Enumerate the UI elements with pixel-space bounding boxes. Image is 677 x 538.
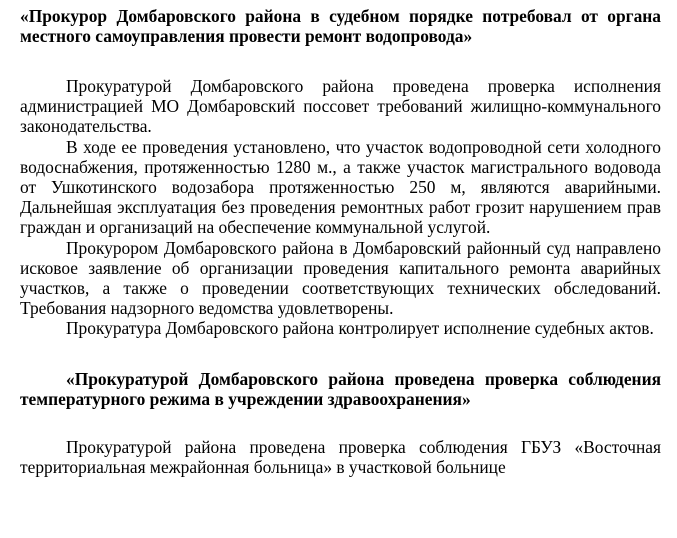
document-page	[20, 6, 661, 477]
article-1-title: «Прокурор Домбаровского района в судебном порядке потребовал от органа местного самоуправления провести ремонт водопровода»	[20, 6, 661, 46]
spacer	[20, 46, 661, 76]
article-2-title: «Прокуратурой Домбаровского района проведена проверка соблюдения температурного режима в учреждении здравоохранения»	[20, 368, 661, 409]
article-2-paragraph-1: Прокуратурой района проведена проверка соблюдения ГБУЗ «Восточная территориальная межрайонная больница» в участковой больнице	[20, 436, 661, 477]
article-1-paragraph-1: Прокуратурой Домбаровского района проведена проверка исполнения администрацией МО Домбаровский поссовет требований жилищно-коммунального законодательства.	[20, 76, 661, 137]
article-1-paragraph-3: Прокурором Домбаровского района в Домбаровский районный суд направлено исковое заявление об организации проведения капитального ремонта аварийных участков, а также о проведении соответствующих технических обследований. Требования надзорного ведомства удовлетворены.	[20, 237, 661, 319]
spacer	[20, 339, 661, 369]
spacer	[20, 409, 661, 437]
article-1-paragraph-2: В ходе ее проведения установлено, что участок водопроводной сети холодного водоснабжения, протяженностью 1280 м., а также участок магистрального водовода от Ушкотинского водозабора протяженностью 250 м, являются аварийными. Дальнейшая эксплуатация без проведения ремонтных работ грозит нарушением прав граждан и организаций на обеспечение коммунальной услугой.	[20, 136, 661, 238]
article-1-paragraph-4: Прокуратура Домбаровского района контролирует исполнение судебных актов.	[66, 318, 654, 339]
